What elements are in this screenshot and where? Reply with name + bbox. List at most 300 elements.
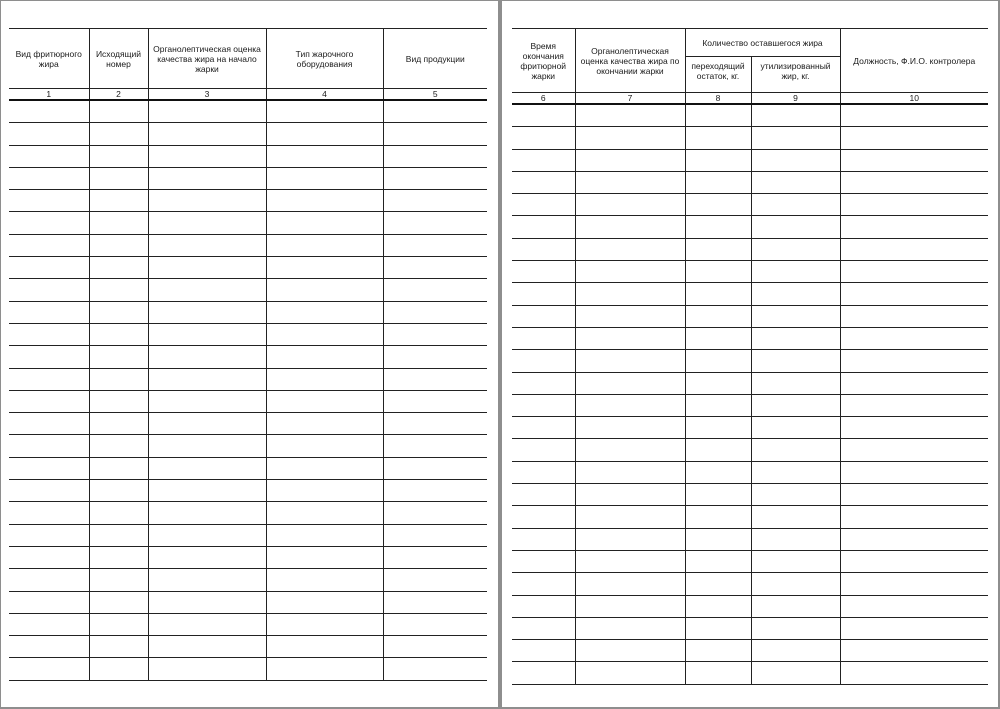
entry-cell[interactable] bbox=[9, 257, 89, 279]
table-row bbox=[9, 346, 487, 368]
entry-cell[interactable] bbox=[89, 123, 148, 145]
entry-cell[interactable] bbox=[512, 350, 575, 372]
entry-cell[interactable] bbox=[575, 417, 685, 439]
entry-cell[interactable] bbox=[89, 145, 148, 167]
table-row bbox=[9, 368, 487, 390]
entry-cell[interactable] bbox=[685, 640, 751, 662]
table-row bbox=[9, 613, 487, 635]
entry-cell[interactable] bbox=[512, 617, 575, 639]
entry-cell[interactable] bbox=[512, 417, 575, 439]
column-number: 6 bbox=[512, 93, 575, 105]
entry-cell[interactable] bbox=[575, 595, 685, 617]
entry-cell[interactable] bbox=[148, 480, 266, 502]
entry-cell[interactable] bbox=[751, 461, 840, 483]
entry-cell[interactable] bbox=[148, 301, 266, 323]
entry-cell[interactable] bbox=[148, 636, 266, 658]
entry-cell[interactable] bbox=[575, 640, 685, 662]
column-number: 5 bbox=[383, 89, 487, 101]
entry-cell[interactable] bbox=[89, 368, 148, 390]
entry-cell[interactable] bbox=[266, 480, 383, 502]
entry-cell[interactable] bbox=[148, 658, 266, 680]
entry-cell[interactable] bbox=[9, 234, 89, 256]
entry-cell[interactable] bbox=[575, 171, 685, 193]
table-row bbox=[512, 528, 988, 550]
entry-cell[interactable] bbox=[840, 216, 988, 238]
entry-cell[interactable] bbox=[383, 123, 487, 145]
entry-cell[interactable] bbox=[751, 417, 840, 439]
entry-cell[interactable] bbox=[840, 149, 988, 171]
entry-cell[interactable] bbox=[266, 658, 383, 680]
entry-cell[interactable] bbox=[148, 524, 266, 546]
entry-cell[interactable] bbox=[751, 104, 840, 127]
entry-cell[interactable] bbox=[9, 100, 89, 123]
entry-cell[interactable] bbox=[751, 617, 840, 639]
entry-cell[interactable] bbox=[512, 528, 575, 550]
entry-cell[interactable] bbox=[840, 595, 988, 617]
entry-cell[interactable] bbox=[9, 279, 89, 301]
entry-cell[interactable] bbox=[89, 190, 148, 212]
entry-cell[interactable] bbox=[685, 662, 751, 684]
entry-cell[interactable] bbox=[685, 417, 751, 439]
entry-cell[interactable] bbox=[685, 127, 751, 149]
header-quality-start: Органолептическая оценка качества жира на начало жарки bbox=[148, 29, 266, 89]
entry-cell[interactable] bbox=[575, 305, 685, 327]
entry-cell[interactable] bbox=[840, 305, 988, 327]
entry-cell[interactable] bbox=[266, 502, 383, 524]
entry-cell[interactable] bbox=[751, 305, 840, 327]
entry-cell[interactable] bbox=[383, 636, 487, 658]
entry-cell[interactable] bbox=[383, 591, 487, 613]
entry-cell[interactable] bbox=[575, 194, 685, 216]
entry-cell[interactable] bbox=[575, 394, 685, 416]
entry-cell[interactable] bbox=[751, 595, 840, 617]
entry-cell[interactable] bbox=[266, 613, 383, 635]
entry-cell[interactable] bbox=[840, 662, 988, 684]
entry-cell[interactable] bbox=[840, 261, 988, 283]
entry-cell[interactable] bbox=[575, 372, 685, 394]
entry-cell[interactable] bbox=[575, 662, 685, 684]
entry-cell[interactable] bbox=[575, 261, 685, 283]
entry-cell[interactable] bbox=[148, 257, 266, 279]
entry-cell[interactable] bbox=[148, 279, 266, 301]
entry-cell[interactable] bbox=[266, 234, 383, 256]
header-carryover: переходящий остаток, кг. bbox=[685, 57, 751, 93]
entry-cell[interactable] bbox=[685, 484, 751, 506]
entry-cell[interactable] bbox=[148, 100, 266, 123]
table-row bbox=[9, 212, 487, 234]
entry-cell[interactable] bbox=[751, 350, 840, 372]
entry-cell[interactable] bbox=[89, 502, 148, 524]
entry-cell[interactable] bbox=[575, 550, 685, 572]
entry-cell[interactable] bbox=[751, 261, 840, 283]
entry-cell[interactable] bbox=[266, 591, 383, 613]
entry-cell[interactable] bbox=[9, 569, 89, 591]
entry-cell[interactable] bbox=[383, 167, 487, 189]
entry-cell[interactable] bbox=[9, 413, 89, 435]
entry-cell[interactable] bbox=[266, 212, 383, 234]
header-outgoing-number: Исходящий номер bbox=[89, 29, 148, 89]
entry-cell[interactable] bbox=[575, 127, 685, 149]
entry-cell[interactable] bbox=[148, 390, 266, 412]
entry-cell[interactable] bbox=[266, 524, 383, 546]
entry-cell[interactable] bbox=[266, 435, 383, 457]
entry-cell[interactable] bbox=[383, 279, 487, 301]
entry-cell[interactable] bbox=[840, 506, 988, 528]
entry-cell[interactable] bbox=[383, 301, 487, 323]
entry-cell[interactable] bbox=[751, 327, 840, 349]
entry-cell[interactable] bbox=[840, 104, 988, 127]
entry-cell[interactable] bbox=[89, 212, 148, 234]
entry-cell[interactable] bbox=[266, 390, 383, 412]
entry-cell[interactable] bbox=[751, 506, 840, 528]
entry-cell[interactable] bbox=[840, 640, 988, 662]
entry-cell[interactable] bbox=[266, 167, 383, 189]
entry-cell[interactable] bbox=[575, 104, 685, 127]
entry-cell[interactable] bbox=[148, 546, 266, 568]
entry-cell[interactable] bbox=[840, 617, 988, 639]
entry-cell[interactable] bbox=[512, 194, 575, 216]
entry-cell[interactable] bbox=[89, 658, 148, 680]
entry-cell[interactable] bbox=[751, 283, 840, 305]
entry-cell[interactable] bbox=[148, 457, 266, 479]
entry-cell[interactable] bbox=[751, 372, 840, 394]
entry-cell[interactable] bbox=[9, 212, 89, 234]
entry-cell[interactable] bbox=[148, 212, 266, 234]
entry-cell[interactable] bbox=[685, 528, 751, 550]
entry-cell[interactable] bbox=[840, 127, 988, 149]
entry-cell[interactable] bbox=[512, 484, 575, 506]
entry-cell[interactable] bbox=[575, 439, 685, 461]
entry-cell[interactable] bbox=[89, 457, 148, 479]
entry-cell[interactable] bbox=[383, 145, 487, 167]
table-row bbox=[512, 550, 988, 572]
column-number: 10 bbox=[840, 93, 988, 105]
entry-cell[interactable] bbox=[512, 550, 575, 572]
entry-cell[interactable] bbox=[89, 346, 148, 368]
entry-cell[interactable] bbox=[512, 372, 575, 394]
entry-cell[interactable] bbox=[266, 257, 383, 279]
entry-cell[interactable] bbox=[751, 484, 840, 506]
entry-cell[interactable] bbox=[148, 591, 266, 613]
entry-cell[interactable] bbox=[685, 149, 751, 171]
entry-cell[interactable] bbox=[575, 149, 685, 171]
entry-cell[interactable] bbox=[751, 573, 840, 595]
entry-cell[interactable] bbox=[89, 167, 148, 189]
table-row bbox=[9, 524, 487, 546]
entry-cell[interactable] bbox=[383, 346, 487, 368]
entry-cell[interactable] bbox=[9, 457, 89, 479]
header-controller: Должность, Ф.И.О. контролера bbox=[840, 29, 988, 93]
entry-cell[interactable] bbox=[383, 413, 487, 435]
entry-cell[interactable] bbox=[840, 350, 988, 372]
entry-cell[interactable] bbox=[266, 190, 383, 212]
entry-cell[interactable] bbox=[840, 194, 988, 216]
entry-cell[interactable] bbox=[751, 127, 840, 149]
entry-cell[interactable] bbox=[148, 413, 266, 435]
entry-cell[interactable] bbox=[751, 640, 840, 662]
entry-cell[interactable] bbox=[512, 305, 575, 327]
entry-cell[interactable] bbox=[512, 171, 575, 193]
fryer-fat-log-left bbox=[9, 28, 487, 681]
entry-cell[interactable] bbox=[575, 506, 685, 528]
entry-cell[interactable] bbox=[89, 636, 148, 658]
entry-cell[interactable] bbox=[9, 613, 89, 635]
entry-cell[interactable] bbox=[9, 323, 89, 345]
table-row bbox=[512, 372, 988, 394]
entry-cell[interactable] bbox=[512, 439, 575, 461]
entry-cell[interactable] bbox=[512, 261, 575, 283]
entry-cell[interactable] bbox=[383, 658, 487, 680]
entry-cell[interactable] bbox=[512, 149, 575, 171]
entry-cell[interactable] bbox=[512, 506, 575, 528]
entry-cell[interactable] bbox=[266, 301, 383, 323]
entry-cell[interactable] bbox=[9, 368, 89, 390]
entry-cell[interactable] bbox=[383, 480, 487, 502]
entry-cell[interactable] bbox=[89, 480, 148, 502]
entry-cell[interactable] bbox=[383, 435, 487, 457]
table-row bbox=[512, 194, 988, 216]
entry-cell[interactable] bbox=[751, 662, 840, 684]
entry-cell[interactable] bbox=[575, 617, 685, 639]
table-row bbox=[512, 283, 988, 305]
entry-cell[interactable] bbox=[9, 167, 89, 189]
entry-cell[interactable] bbox=[89, 323, 148, 345]
entry-cell[interactable] bbox=[89, 524, 148, 546]
entry-cell[interactable] bbox=[751, 439, 840, 461]
entry-cell[interactable] bbox=[685, 350, 751, 372]
entry-cell[interactable] bbox=[840, 327, 988, 349]
entry-cell[interactable] bbox=[148, 167, 266, 189]
entry-cell[interactable] bbox=[575, 216, 685, 238]
entry-cell[interactable] bbox=[89, 100, 148, 123]
entry-cell[interactable] bbox=[266, 279, 383, 301]
entry-cell[interactable] bbox=[9, 346, 89, 368]
entry-cell[interactable] bbox=[266, 346, 383, 368]
table-row bbox=[512, 216, 988, 238]
entry-cell[interactable] bbox=[9, 591, 89, 613]
entry-cell[interactable] bbox=[840, 550, 988, 572]
table-row bbox=[9, 591, 487, 613]
entry-cell[interactable] bbox=[840, 439, 988, 461]
table-row bbox=[512, 506, 988, 528]
header-disposed: утилизированный жир, кг. bbox=[751, 57, 840, 93]
entry-cell[interactable] bbox=[89, 234, 148, 256]
entry-cell[interactable] bbox=[685, 394, 751, 416]
entry-cell[interactable] bbox=[383, 613, 487, 635]
entry-cell[interactable] bbox=[575, 528, 685, 550]
entry-cell[interactable] bbox=[9, 301, 89, 323]
entry-cell[interactable] bbox=[840, 372, 988, 394]
column-number-row bbox=[9, 89, 487, 101]
entry-cell[interactable] bbox=[89, 301, 148, 323]
entry-cell[interactable] bbox=[685, 573, 751, 595]
entry-cell[interactable] bbox=[383, 524, 487, 546]
entry-cell[interactable] bbox=[9, 636, 89, 658]
entry-cell[interactable] bbox=[9, 190, 89, 212]
table-row bbox=[512, 617, 988, 639]
entry-cell[interactable] bbox=[9, 390, 89, 412]
entry-cell[interactable] bbox=[840, 283, 988, 305]
entry-cell[interactable] bbox=[383, 368, 487, 390]
entry-cell[interactable] bbox=[89, 569, 148, 591]
entry-cell[interactable] bbox=[266, 368, 383, 390]
entry-cell[interactable] bbox=[685, 171, 751, 193]
table-row bbox=[512, 127, 988, 149]
entry-cell[interactable] bbox=[89, 591, 148, 613]
entry-cell[interactable] bbox=[512, 216, 575, 238]
entry-cell[interactable] bbox=[512, 104, 575, 127]
entry-cell[interactable] bbox=[383, 234, 487, 256]
entry-cell[interactable] bbox=[512, 127, 575, 149]
entry-cell[interactable] bbox=[751, 194, 840, 216]
entry-cell[interactable] bbox=[840, 528, 988, 550]
entry-cell[interactable] bbox=[383, 502, 487, 524]
entry-cell[interactable] bbox=[383, 569, 487, 591]
entry-cell[interactable] bbox=[9, 145, 89, 167]
entry-cell[interactable] bbox=[266, 123, 383, 145]
entry-cell[interactable] bbox=[89, 435, 148, 457]
entry-cell[interactable] bbox=[266, 323, 383, 345]
entry-cell[interactable] bbox=[148, 190, 266, 212]
entry-cell[interactable] bbox=[685, 216, 751, 238]
fryer-fat-log-right bbox=[512, 28, 988, 685]
entry-cell[interactable] bbox=[840, 461, 988, 483]
entry-cell[interactable] bbox=[751, 171, 840, 193]
entry-cell[interactable] bbox=[89, 390, 148, 412]
entry-cell[interactable] bbox=[9, 435, 89, 457]
entry-cell[interactable] bbox=[383, 546, 487, 568]
entry-cell[interactable] bbox=[512, 283, 575, 305]
entry-cell[interactable] bbox=[383, 190, 487, 212]
entry-cell[interactable] bbox=[9, 123, 89, 145]
entry-cell[interactable] bbox=[383, 390, 487, 412]
entry-cell[interactable] bbox=[512, 595, 575, 617]
entry-cell[interactable] bbox=[575, 484, 685, 506]
entry-cell[interactable] bbox=[148, 234, 266, 256]
entry-cell[interactable] bbox=[685, 104, 751, 127]
table-row bbox=[9, 145, 487, 167]
entry-cell[interactable] bbox=[685, 261, 751, 283]
entry-cell[interactable] bbox=[383, 257, 487, 279]
entry-cell[interactable] bbox=[383, 100, 487, 123]
entry-cell[interactable] bbox=[383, 323, 487, 345]
entry-cell[interactable] bbox=[148, 502, 266, 524]
entry-cell[interactable] bbox=[575, 350, 685, 372]
entry-cell[interactable] bbox=[148, 613, 266, 635]
column-number: 1 bbox=[9, 89, 89, 101]
entry-cell[interactable] bbox=[751, 394, 840, 416]
entry-cell[interactable] bbox=[266, 636, 383, 658]
entry-cell[interactable] bbox=[89, 257, 148, 279]
entry-cell[interactable] bbox=[575, 461, 685, 483]
entry-cell[interactable] bbox=[266, 413, 383, 435]
entry-cell[interactable] bbox=[148, 323, 266, 345]
entry-cell[interactable] bbox=[685, 617, 751, 639]
entry-cell[interactable] bbox=[512, 327, 575, 349]
entry-cell[interactable] bbox=[685, 238, 751, 260]
table-row bbox=[512, 439, 988, 461]
entry-cell[interactable] bbox=[148, 123, 266, 145]
entry-cell[interactable] bbox=[148, 145, 266, 167]
entry-cell[interactable] bbox=[266, 100, 383, 123]
entry-cell[interactable] bbox=[575, 238, 685, 260]
entry-cell[interactable] bbox=[685, 305, 751, 327]
entry-cell[interactable] bbox=[751, 216, 840, 238]
entry-cell[interactable] bbox=[751, 149, 840, 171]
entry-cell[interactable] bbox=[89, 546, 148, 568]
entry-cell[interactable] bbox=[512, 461, 575, 483]
header-end-time: Время окончания фритюрной жарки bbox=[512, 29, 575, 93]
entry-cell[interactable] bbox=[383, 212, 487, 234]
entry-cell[interactable] bbox=[575, 327, 685, 349]
entry-cell[interactable] bbox=[9, 658, 89, 680]
entry-cell[interactable] bbox=[575, 573, 685, 595]
entry-cell[interactable] bbox=[575, 283, 685, 305]
entry-cell[interactable] bbox=[89, 279, 148, 301]
entry-cell[interactable] bbox=[751, 550, 840, 572]
entry-cell[interactable] bbox=[9, 480, 89, 502]
entry-cell[interactable] bbox=[89, 413, 148, 435]
entry-cell[interactable] bbox=[685, 194, 751, 216]
entry-cell[interactable] bbox=[685, 550, 751, 572]
entry-cell[interactable] bbox=[512, 394, 575, 416]
entry-cell[interactable] bbox=[751, 528, 840, 550]
entry-cell[interactable] bbox=[89, 613, 148, 635]
entry-cell[interactable] bbox=[148, 368, 266, 390]
entry-cell[interactable] bbox=[840, 417, 988, 439]
entry-cell[interactable] bbox=[9, 524, 89, 546]
entry-cell[interactable] bbox=[512, 573, 575, 595]
table-row bbox=[9, 390, 487, 412]
table-row bbox=[9, 457, 487, 479]
entry-cell[interactable] bbox=[148, 435, 266, 457]
table-row bbox=[9, 323, 487, 345]
entry-cell[interactable] bbox=[9, 546, 89, 568]
entry-cell[interactable] bbox=[840, 484, 988, 506]
entry-cell[interactable] bbox=[685, 283, 751, 305]
table-row bbox=[512, 104, 988, 127]
entry-cell[interactable] bbox=[685, 461, 751, 483]
entry-cell[interactable] bbox=[685, 439, 751, 461]
entry-cell[interactable] bbox=[266, 546, 383, 568]
column-number: 7 bbox=[575, 93, 685, 105]
entry-cell[interactable] bbox=[840, 238, 988, 260]
entry-cell[interactable] bbox=[512, 640, 575, 662]
entry-cell[interactable] bbox=[266, 145, 383, 167]
entry-cell[interactable] bbox=[685, 595, 751, 617]
table-row bbox=[512, 417, 988, 439]
entry-cell[interactable] bbox=[9, 502, 89, 524]
entry-cell[interactable] bbox=[685, 506, 751, 528]
header-quality-end: Органолептическая оценка качества жира по окончании жарки bbox=[575, 29, 685, 93]
entry-cell[interactable] bbox=[840, 394, 988, 416]
entry-cell[interactable] bbox=[512, 662, 575, 684]
entry-cell[interactable] bbox=[685, 372, 751, 394]
entry-cell[interactable] bbox=[685, 327, 751, 349]
entry-cell[interactable] bbox=[840, 171, 988, 193]
entry-cell[interactable] bbox=[148, 569, 266, 591]
entry-cell[interactable] bbox=[840, 573, 988, 595]
entry-cell[interactable] bbox=[266, 569, 383, 591]
entry-cell[interactable] bbox=[512, 238, 575, 260]
entry-cell[interactable] bbox=[266, 457, 383, 479]
table-row bbox=[9, 190, 487, 212]
column-number: 3 bbox=[148, 89, 266, 101]
entry-cell[interactable] bbox=[148, 346, 266, 368]
table-row bbox=[9, 502, 487, 524]
entry-cell[interactable] bbox=[383, 457, 487, 479]
entry-cell[interactable] bbox=[751, 238, 840, 260]
